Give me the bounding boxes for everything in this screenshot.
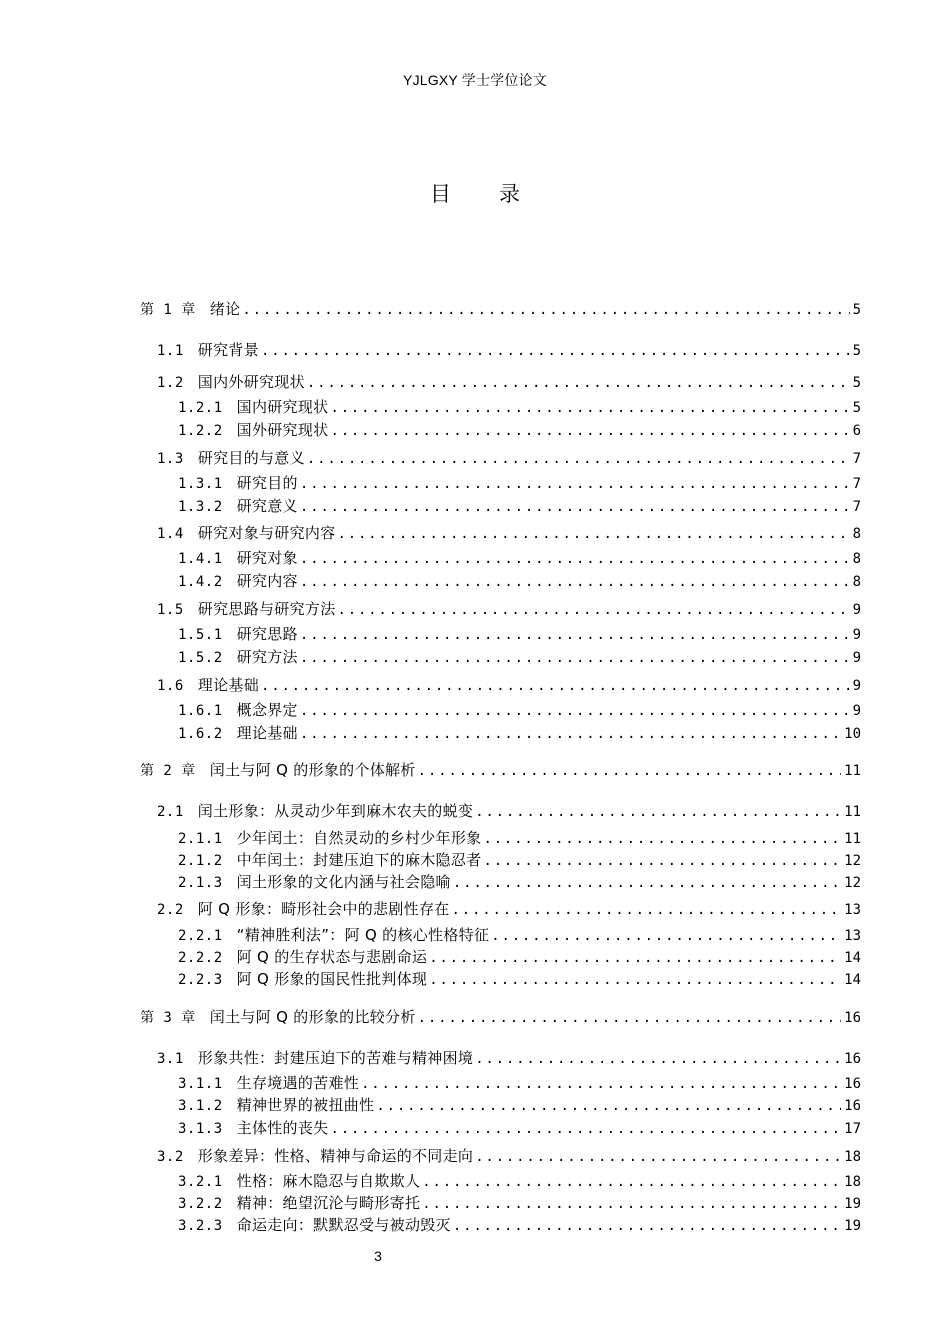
toc-entry-page: 7: [852, 451, 861, 467]
toc-entry-number: 2.2.3: [178, 972, 223, 988]
toc-dot-leader: [483, 851, 841, 870]
toc-section-entry[interactable]: [157, 340, 861, 360]
toc-subsection-entry[interactable]: [178, 1118, 861, 1138]
toc-entry-number: 2.2: [157, 902, 184, 918]
toc-section-entry[interactable]: [157, 801, 861, 821]
toc-section-entry[interactable]: [157, 899, 861, 919]
toc-dot-leader: [361, 1074, 841, 1093]
toc-dot-leader: [300, 497, 850, 516]
toc-dot-leader: [422, 1194, 841, 1213]
toc-entry-title: 闰土形象：从灵动少年到麻木农夫的蜕变: [197, 802, 474, 820]
toc-entry-page: 16: [844, 1010, 861, 1026]
toc-chapter-entry[interactable]: [140, 299, 861, 319]
toc-entry-page: 9: [852, 678, 861, 694]
toc-dot-leader: [429, 970, 841, 989]
toc-entry-number: 3.1: [157, 1051, 184, 1067]
toc-dot-leader: [300, 625, 850, 644]
toc-entry-number: 第 2 章: [140, 763, 196, 779]
toc-subsection-entry[interactable]: [178, 925, 861, 945]
toc-entry-number: 3.2.1: [178, 1174, 223, 1190]
toc-entry-title: 性格：麻木隐忍与自欺欺人: [236, 1172, 421, 1190]
toc-entry-number: 1.2.2: [178, 423, 223, 439]
toc-entry-title: 主体性的丧失: [236, 1119, 329, 1137]
toc-dot-leader: [475, 1147, 841, 1166]
toc-entry-page: 16: [844, 1098, 861, 1114]
toc-entry-title: 生存境遇的苦难性: [236, 1074, 360, 1092]
toc-entry-title: 研究思路: [236, 625, 298, 643]
toc-entry-number: 1.3.1: [178, 476, 223, 492]
toc-subsection-entry[interactable]: [178, 397, 861, 417]
toc-section-entry[interactable]: [157, 448, 861, 468]
toc-subsection-entry[interactable]: [178, 828, 861, 848]
toc-entry-number: 1.4.2: [178, 574, 223, 590]
toc-entry-page: 9: [852, 703, 861, 719]
toc-section-entry[interactable]: [157, 372, 861, 392]
toc-dot-leader: [300, 474, 850, 493]
toc-entry-page: 9: [852, 627, 861, 643]
toc-dot-leader: [307, 373, 850, 392]
toc-entry-page: 14: [844, 950, 861, 966]
toc-entry-title: 研究方法: [236, 648, 298, 666]
toc-subsection-entry[interactable]: [178, 700, 861, 720]
toc-section-entry[interactable]: [157, 675, 861, 695]
toc-entry-number: 1.4.1: [178, 551, 223, 567]
toc-dot-leader: [330, 398, 849, 417]
toc-entry-number: 2.1.3: [178, 875, 223, 891]
toc-dot-leader: [429, 948, 841, 967]
toc-entry-number: 2.2.1: [178, 928, 223, 944]
toc-entry-number: 1.6.1: [178, 703, 223, 719]
toc-entry-title: 理论基础: [197, 676, 259, 694]
toc-dot-leader: [376, 1096, 841, 1115]
toc-dot-leader: [475, 802, 841, 821]
toc-entry-title: 研究背景: [197, 341, 259, 359]
toc-dot-leader: [242, 300, 849, 319]
toc-entry-number: 2.1.1: [178, 831, 223, 847]
toc-dot-leader: [330, 1119, 841, 1138]
toc-dot-leader: [452, 900, 842, 919]
toc-entry-title: 命运走向：默默忍受与被动毁灭: [236, 1216, 451, 1234]
toc-entry-page: 9: [852, 650, 861, 666]
toc-subsection-entry[interactable]: [178, 624, 861, 644]
toc-subsection-entry[interactable]: [178, 1215, 861, 1235]
toc-entry-page: 11: [844, 763, 861, 779]
toc-entry-page: 8: [852, 526, 861, 542]
toc-entry-title: 阿 Q 形象：畸形社会中的悲剧性存在: [197, 900, 450, 918]
toc-entry-page: 12: [844, 853, 861, 869]
toc-subsection-entry[interactable]: [178, 548, 861, 568]
toc-dot-leader: [422, 1172, 841, 1191]
toc-dot-leader: [491, 926, 841, 945]
toc-entry-number: 第 1 章: [140, 302, 196, 318]
toc-entry-title: 精神世界的被扭曲性: [236, 1096, 375, 1114]
toc-dot-leader: [418, 761, 841, 780]
toc-dot-leader: [261, 676, 850, 695]
toc-entry-title: 研究思路与研究方法: [197, 600, 336, 618]
toc-dot-leader: [338, 600, 850, 619]
toc-section-entry[interactable]: [157, 599, 861, 619]
toc-dot-leader: [453, 1216, 841, 1235]
toc-dot-leader: [338, 524, 850, 543]
toc-dot-leader: [300, 549, 850, 568]
toc-entry-page: 5: [852, 302, 861, 318]
toc-entry-page: 8: [852, 574, 861, 590]
toc-entry-page: 5: [852, 343, 861, 359]
toc-dot-leader: [300, 701, 850, 720]
toc-entry-page: 5: [852, 400, 861, 416]
toc-entry-title: 研究内容: [236, 572, 298, 590]
toc-entry-number: 3.1.3: [178, 1121, 223, 1137]
toc-subsection-entry[interactable]: [178, 872, 861, 892]
toc-entry-title: 形象共性：封建压迫下的苦难与精神困境: [197, 1049, 474, 1067]
toc-entry-title: 绪论: [209, 300, 241, 318]
toc-entry-page: 18: [844, 1174, 861, 1190]
toc-entry-number: 1.6.2: [178, 726, 223, 742]
toc-entry-page: 19: [844, 1218, 861, 1234]
toc-entry-title: 精神：绝望沉沦与畸形寄托: [236, 1194, 421, 1212]
toc-entry-page: 11: [844, 831, 861, 847]
toc-title: 目录: [430, 182, 568, 206]
toc-dot-leader: [300, 572, 850, 591]
toc-section-entry[interactable]: [157, 1146, 861, 1166]
toc-subsection-entry[interactable]: [178, 496, 861, 516]
toc-entry-number: 1.1: [157, 343, 184, 359]
toc-entry-title: 闰土与阿 Q 的形象的比较分析: [209, 1008, 416, 1026]
toc-entry-page: 7: [852, 476, 861, 492]
toc-subsection-entry[interactable]: [178, 1193, 861, 1213]
page-header: YJLGXY 学士学位论文: [403, 72, 547, 88]
toc-subsection-entry[interactable]: [178, 1095, 861, 1115]
toc-chapter-entry[interactable]: [140, 760, 861, 780]
toc-entry-page: 11: [844, 804, 861, 820]
toc-dot-leader: [300, 648, 850, 667]
toc-entry-page: 19: [844, 1196, 861, 1212]
toc-entry-page: 7: [852, 499, 861, 515]
toc-entry-title: 国内研究现状: [236, 398, 329, 416]
toc-entry-title: 少年闰土：自然灵动的乡村少年形象: [236, 829, 482, 847]
toc-subsection-entry[interactable]: [178, 420, 861, 440]
toc-entry-title: 理论基础: [236, 724, 298, 742]
toc-subsection-entry[interactable]: [178, 473, 861, 493]
toc-dot-leader: [418, 1008, 841, 1027]
toc-entry-page: 12: [844, 875, 861, 891]
toc-entry-page: 8: [852, 551, 861, 567]
toc-subsection-entry[interactable]: [178, 947, 861, 967]
toc-entry-title: 研究目的: [236, 474, 298, 492]
toc-entry-page: 13: [844, 902, 861, 918]
toc-entry-page: 18: [844, 1149, 861, 1165]
toc-subsection-entry[interactable]: [178, 1171, 861, 1191]
toc-entry-number: 3.1.2: [178, 1098, 223, 1114]
toc-entry-title: 国内外研究现状: [197, 373, 305, 391]
toc-dot-leader: [330, 421, 849, 440]
toc-entry-number: 2.2.2: [178, 950, 223, 966]
toc-subsection-entry[interactable]: [178, 1073, 861, 1093]
toc-entry-title: 阿 Q 的生存状态与悲剧命运: [236, 948, 428, 966]
toc-entry-title: 国外研究现状: [236, 421, 329, 439]
toc-entry-number: 1.3: [157, 451, 184, 467]
toc-subsection-entry[interactable]: [178, 571, 861, 591]
toc-entry-number: 第 3 章: [140, 1010, 196, 1026]
toc-entry-page: 6: [852, 423, 861, 439]
toc-entry-title: 形象差异：性格、精神与命运的不同走向: [197, 1147, 474, 1165]
toc-entry-page: 10: [844, 726, 861, 742]
toc-entry-page: 14: [844, 972, 861, 988]
toc-entry-number: 1.2: [157, 375, 184, 391]
toc-dot-leader: [483, 829, 841, 848]
toc-entry-title: “精神胜利法”：阿 Q 的核心性格特征: [236, 926, 490, 944]
toc-entry-number: 1.5: [157, 602, 184, 618]
toc-entry-number: 1.2.1: [178, 400, 223, 416]
toc-entry-number: 2.1: [157, 804, 184, 820]
toc-entry-number: 3.2.2: [178, 1196, 223, 1212]
toc-subsection-entry[interactable]: [178, 850, 861, 870]
toc-entry-number: 1.5.1: [178, 627, 223, 643]
toc-entry-title: 研究对象: [236, 549, 298, 567]
toc-entry-number: 3.2.3: [178, 1218, 223, 1234]
toc-subsection-entry[interactable]: [178, 647, 861, 667]
toc-dot-leader: [453, 873, 841, 892]
toc-dot-leader: [300, 724, 841, 743]
toc-entry-title: 中年闰土：封建压迫下的麻木隐忍者: [236, 851, 482, 869]
toc-dot-leader: [475, 1049, 841, 1068]
toc-entry-number: 2.1.2: [178, 853, 223, 869]
toc-section-entry[interactable]: [157, 1048, 861, 1068]
toc-entry-page: 17: [844, 1121, 861, 1137]
toc-entry-number: 1.4: [157, 526, 184, 542]
toc-entry-title: 概念界定: [236, 701, 298, 719]
toc-entry-title: 闰土与阿 Q 的形象的个体解析: [209, 761, 416, 779]
toc-entry-title: 研究对象与研究内容: [197, 524, 336, 542]
toc-dot-leader: [307, 449, 850, 468]
toc-subsection-entry[interactable]: [178, 723, 861, 743]
toc-entry-page: 16: [844, 1051, 861, 1067]
toc-entry-title: 研究目的与意义: [197, 449, 305, 467]
toc-entry-number: 3.1.1: [178, 1076, 223, 1092]
toc-entry-number: 1.6: [157, 678, 184, 694]
toc-entry-number: 1.5.2: [178, 650, 223, 666]
toc-dot-leader: [261, 341, 850, 360]
toc-section-entry[interactable]: [157, 523, 861, 543]
toc-entry-page: 9: [852, 602, 861, 618]
toc-entry-page: 13: [844, 928, 861, 944]
page-number: 3: [374, 1248, 382, 1264]
toc-chapter-entry[interactable]: [140, 1007, 861, 1027]
toc-entry-title: 闰土形象的文化内涵与社会隐喻: [236, 873, 451, 891]
toc-entry-number: 1.3.2: [178, 499, 223, 515]
toc-subsection-entry[interactable]: [178, 969, 861, 989]
toc-entry-page: 5: [852, 375, 861, 391]
toc-entry-title: 阿 Q 形象的国民性批判体现: [236, 970, 428, 988]
toc-entry-page: 16: [844, 1076, 861, 1092]
toc-entry-number: 3.2: [157, 1149, 184, 1165]
toc-entry-title: 研究意义: [236, 497, 298, 515]
